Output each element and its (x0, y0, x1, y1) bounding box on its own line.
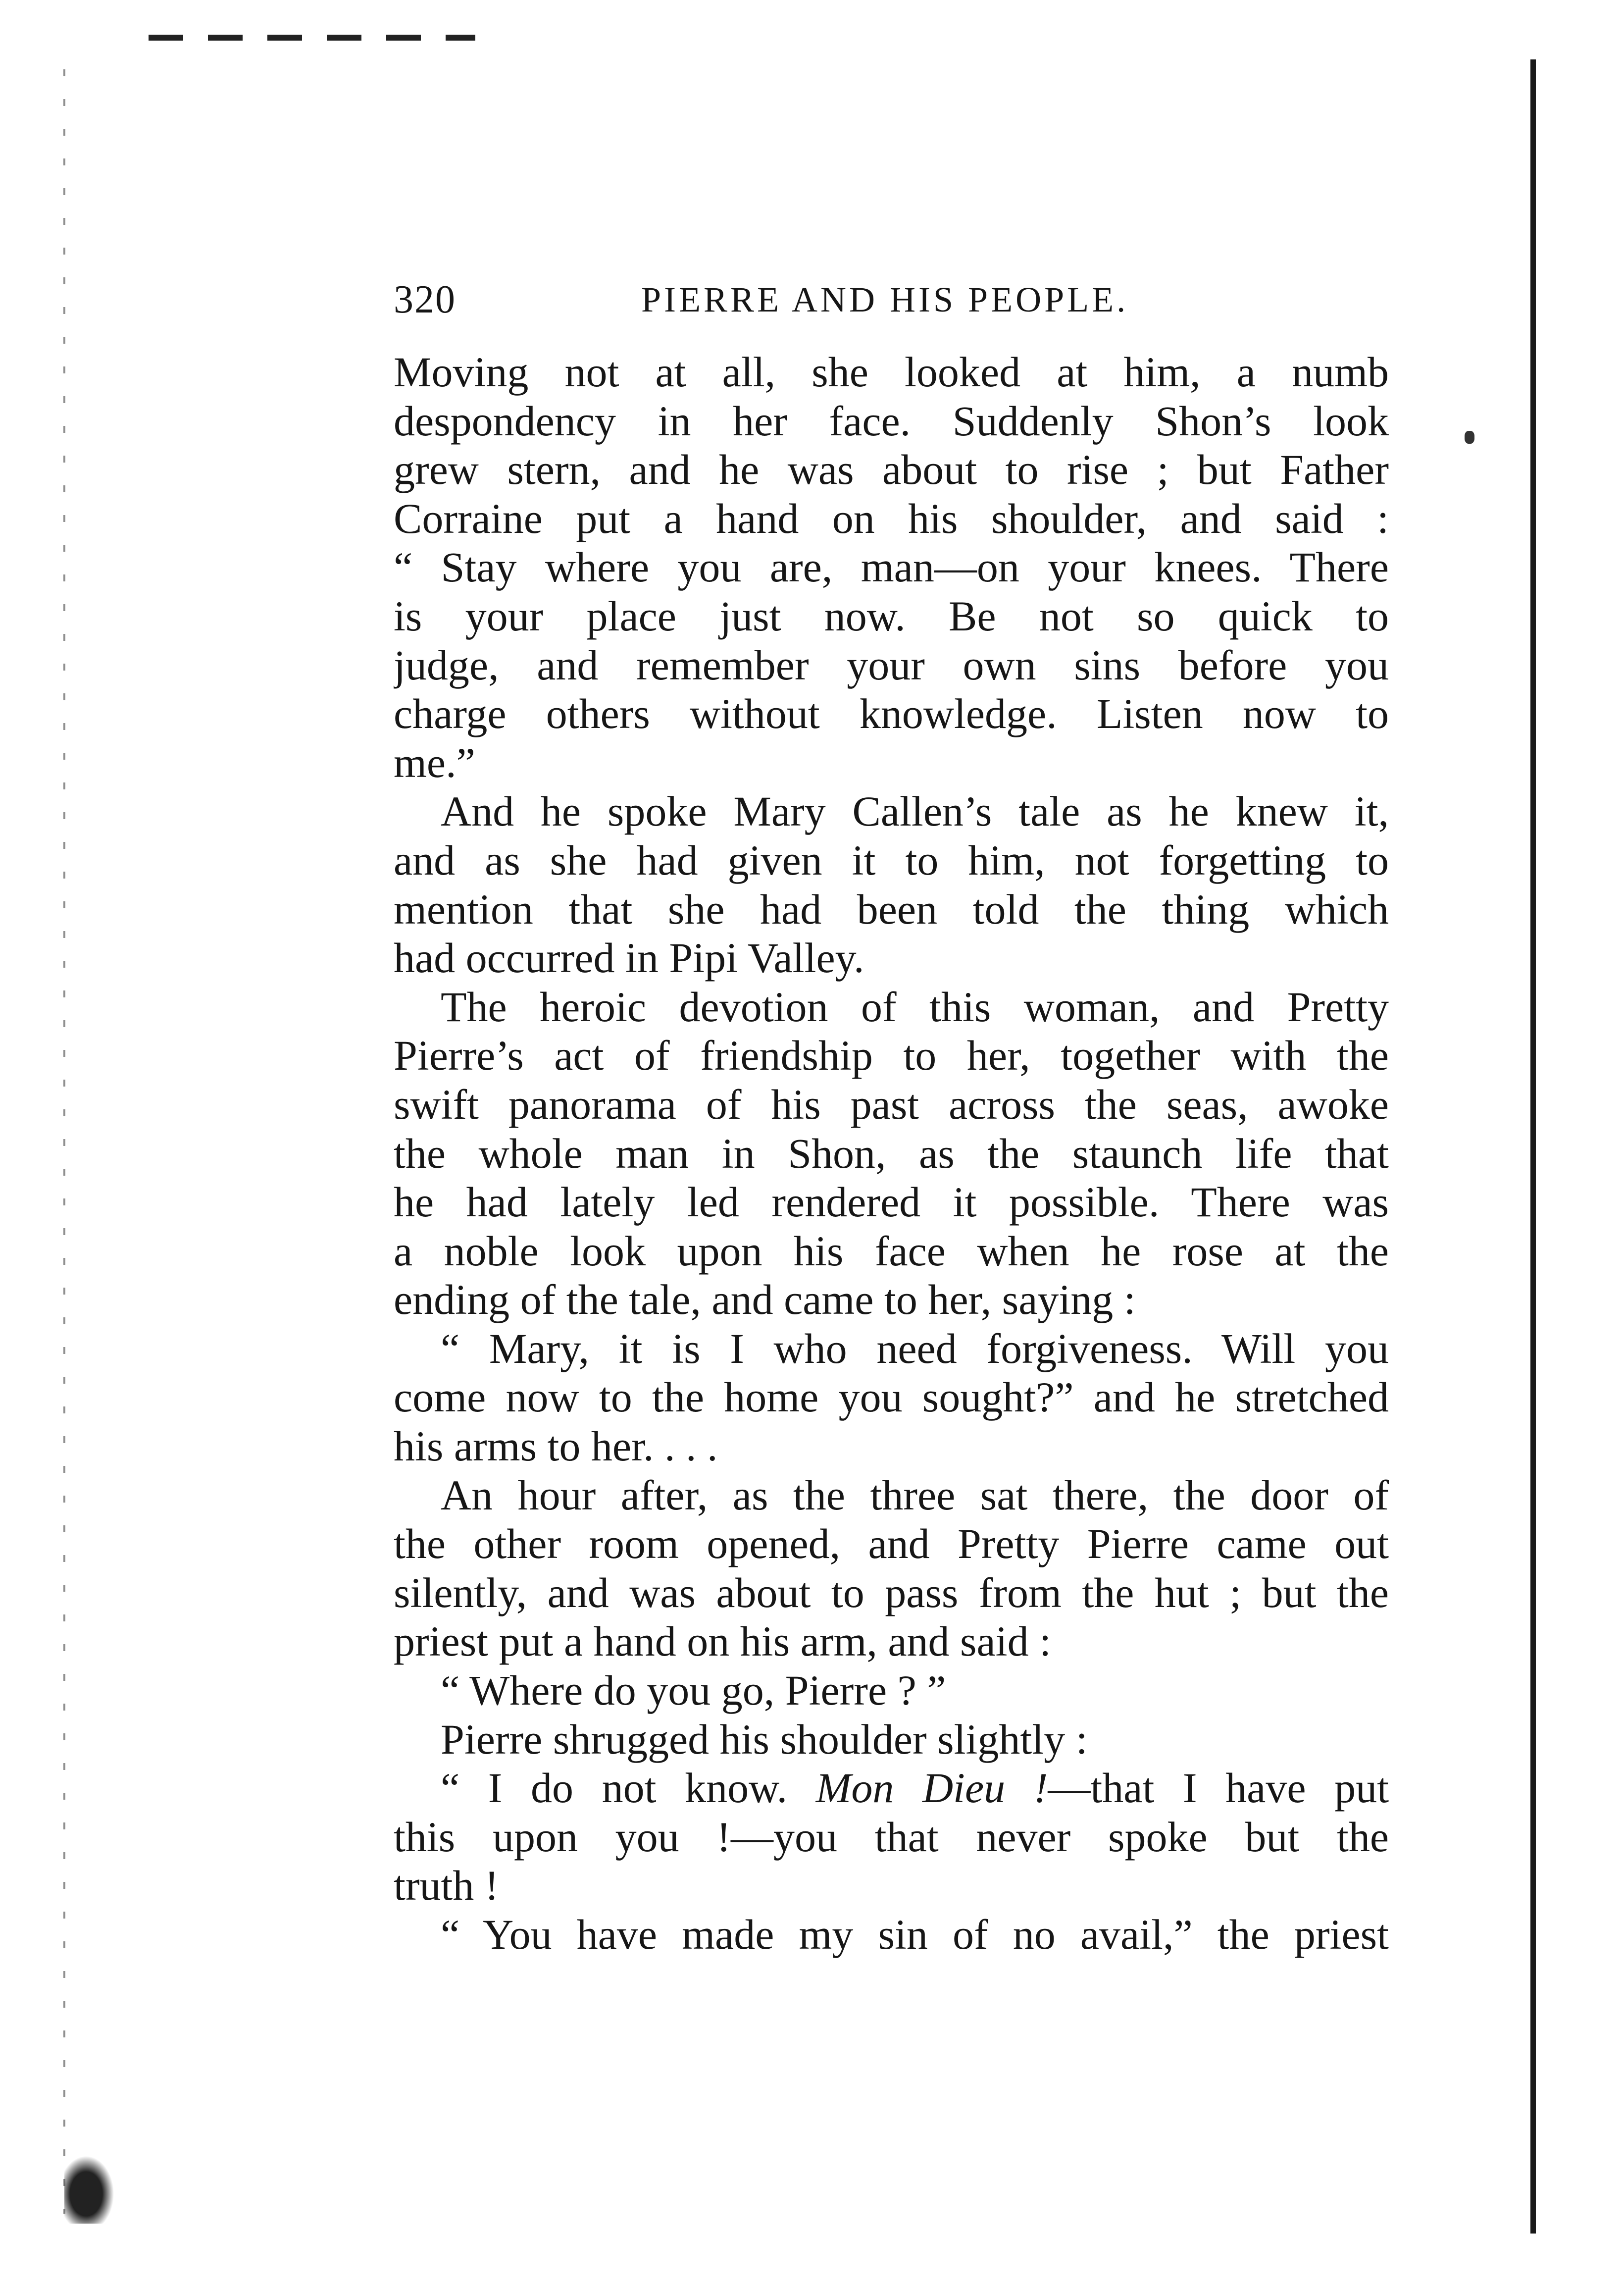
text-line: the other room opened, and Pretty Pierre came out (394, 1520, 1389, 1568)
text-line: the whole man in Shon, as the staunch life that (394, 1129, 1389, 1177)
text-line: Corraine put a hand on his shoulder, and said : (394, 494, 1389, 542)
paragraph-first-line: “ You have made my sin of no avail,” the priest (441, 1911, 1389, 1958)
text-line: is your place just now. Be not so quick to (394, 592, 1389, 640)
ink-speck (1465, 431, 1474, 444)
text-line: priest put a hand on his arm, and said : (394, 1617, 1051, 1665)
text-line: silently, and was about to pass from the hut ; but the (394, 1568, 1389, 1616)
text-line: this upon you !—you that never spoke but the (394, 1813, 1389, 1861)
text-line: judge, and remember your own sins before you (394, 641, 1389, 689)
paragraph-first-line: The heroic devotion of this woman, and Pretty (441, 983, 1389, 1031)
paragraph-first-line: And he spoke Mary Callen’s tale as he knew it, (441, 787, 1389, 835)
body-text (394, 348, 1389, 1959)
text-line: swift panorama of his past across the seas, awoke (394, 1080, 1389, 1128)
text-line: his arms to her. . . . (394, 1422, 718, 1470)
page-header (394, 275, 1409, 324)
scan-artifact-corner-blot (64, 2149, 119, 2224)
text-line: truth ! (394, 1862, 499, 1910)
text-line: he had lately led rendered it possible. There was (394, 1178, 1389, 1226)
italic-phrase: Mon Dieu ! (815, 1764, 1048, 1812)
text-line: ending of the tale, and came to her, saying : (394, 1276, 1136, 1324)
text-line: Pierre’s act of friendship to her, together with the (394, 1032, 1389, 1080)
paragraph-first-line: Pierre shrugged his shoulder slightly : (441, 1715, 1088, 1763)
text-line: come now to the home you sought?” and he stretched (394, 1373, 1389, 1421)
text-line: had occurred in Pipi Valley. (394, 934, 864, 982)
paragraph-first-line: “ I do not know. Mon Dieu !—that I have put (441, 1764, 1389, 1812)
paragraph-first-line: “ Where do you go, Pierre ? ” (441, 1666, 946, 1715)
paragraph-first-line: “ Mary, it is I who need forgiveness. Will you (441, 1324, 1389, 1372)
scan-artifact-left-edge (63, 69, 65, 2214)
paragraph-first-line: An hour after, as the three sat there, the door of (441, 1471, 1389, 1519)
scan-artifact-right-rule (1530, 59, 1536, 2234)
text-line: charge others without knowledge. Listen now to (394, 690, 1389, 738)
page-number: 320 (394, 278, 456, 321)
text-line: grew stern, and he was about to rise ; but Father (394, 446, 1389, 494)
text-line: and as she had given it to him, not forgetting to (394, 836, 1389, 884)
text-line: despondency in her face. Suddenly Shon’s look (394, 397, 1389, 445)
scan-artifact-top-dashes (149, 35, 475, 41)
text-line: mention that she had been told the thing which (394, 885, 1389, 933)
text-line: a noble look upon his face when he rose at the (394, 1227, 1389, 1275)
text-line: Moving not at all, she looked at him, a numb (394, 348, 1389, 396)
text-line: me.” (394, 738, 475, 786)
text-line: “ Stay where you are, man—on your knees. There (394, 543, 1389, 591)
running-title: PIERRE AND HIS PEOPLE. (641, 280, 1129, 319)
